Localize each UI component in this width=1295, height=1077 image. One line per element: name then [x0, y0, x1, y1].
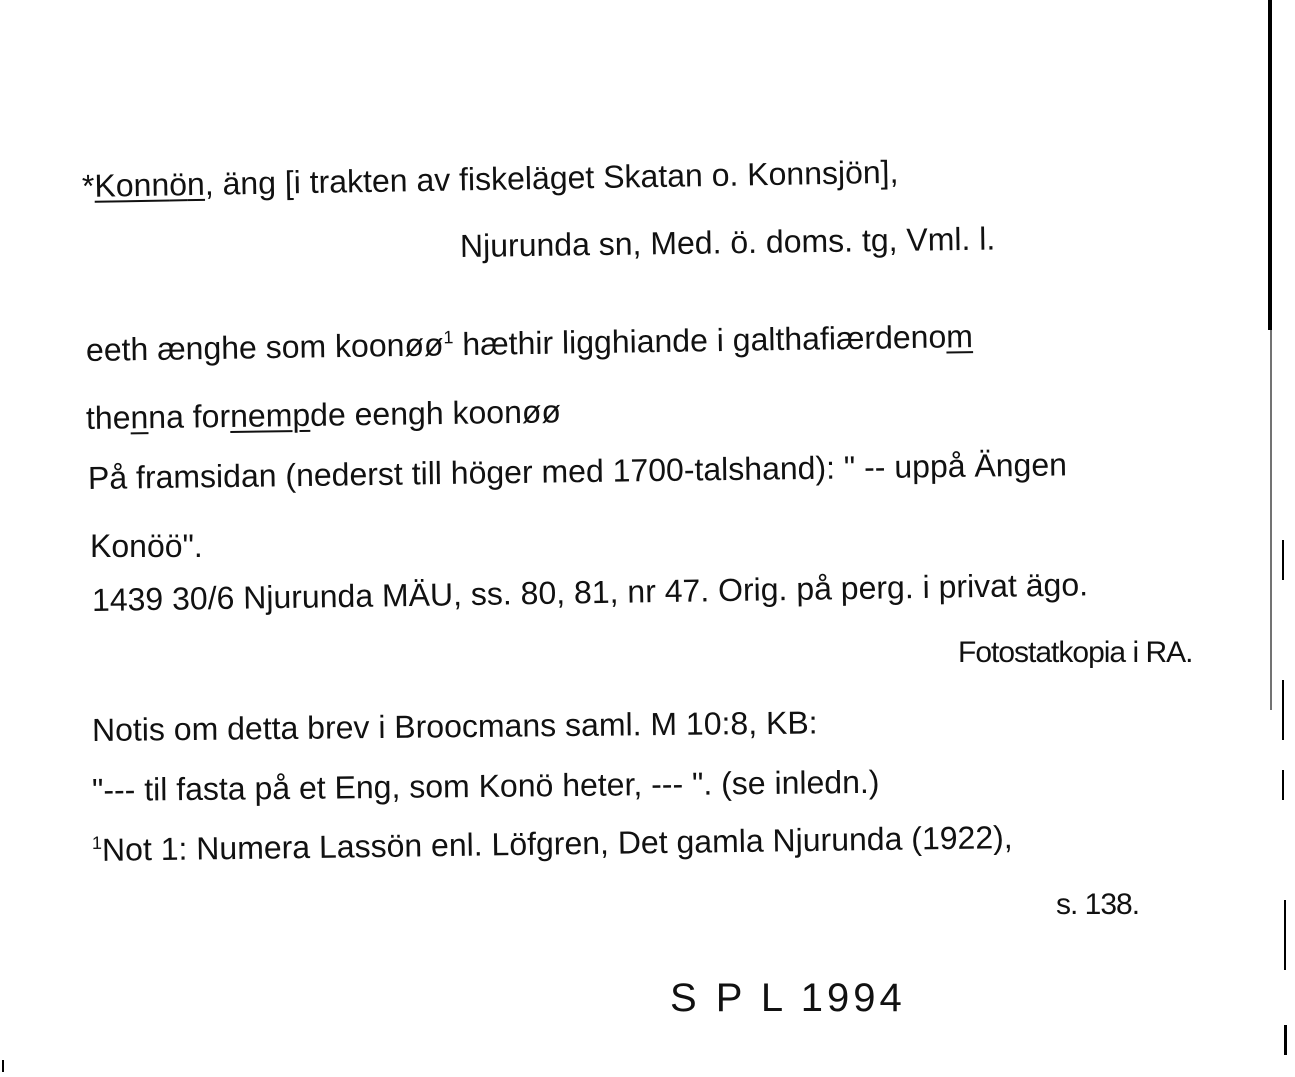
- footnote-mark: 1: [91, 832, 103, 853]
- source-reference: 1439 30/6 Njurunda MÄU, ss. 80, 81, nr 47. Orig. på perg. i privat ägo.: [91, 566, 1089, 618]
- entry-location: Njurunda sn, Med. ö. doms. tg, Vml. l.: [459, 220, 996, 264]
- scan-mark: [1282, 680, 1284, 740]
- broocman-note-line-2: "--- til fasta på et Eng, som Konö heter, --- ". (se inledn.): [91, 763, 880, 808]
- archive-stamp: S P L 1994: [670, 976, 906, 1020]
- entry-star: *: [81, 167, 95, 204]
- scan-edge-line-lower: [1270, 330, 1272, 710]
- quote-line-1: eeth ænghe som koonøø$^1$ hæthir ligghiande i galthafiærdenom: [85, 318, 974, 368]
- footnote-line-1: $^1$Not 1: Numera Lassön enl. Löfgren, Det gamla Njurunda (1922),: [91, 819, 1013, 868]
- broocman-note-line-1: Notis om detta brev i Broocmans saml. M 10:8, KB:: [91, 704, 818, 748]
- footnote-line-2: s. 138.: [1056, 888, 1140, 921]
- footnote-ref: 1: [443, 327, 454, 348]
- scan-mark: [1284, 1025, 1287, 1055]
- front-note-line-1: På framsidan (nederst till höger med 1700-talshand): " -- uppå Ängen: [87, 446, 1068, 496]
- entry-place-name: Konnön: [94, 165, 206, 204]
- scan-mark: [1282, 770, 1284, 800]
- scan-mark: [1284, 900, 1286, 970]
- front-note-line-2: Konöö".: [90, 528, 203, 564]
- entry-description: , äng [i trakten av fiskeläget Skatan o. Konnsjön],: [204, 153, 899, 202]
- scan-mark: [2, 1060, 4, 1072]
- scan-mark: [1282, 540, 1284, 580]
- scan-edge-line: [1268, 0, 1272, 330]
- quote-line-2: thenna fornempde eengh koonøø: [85, 393, 562, 436]
- copy-note: Fotostatkopia i RA.: [958, 636, 1193, 669]
- entry-heading: [82, 154, 899, 205]
